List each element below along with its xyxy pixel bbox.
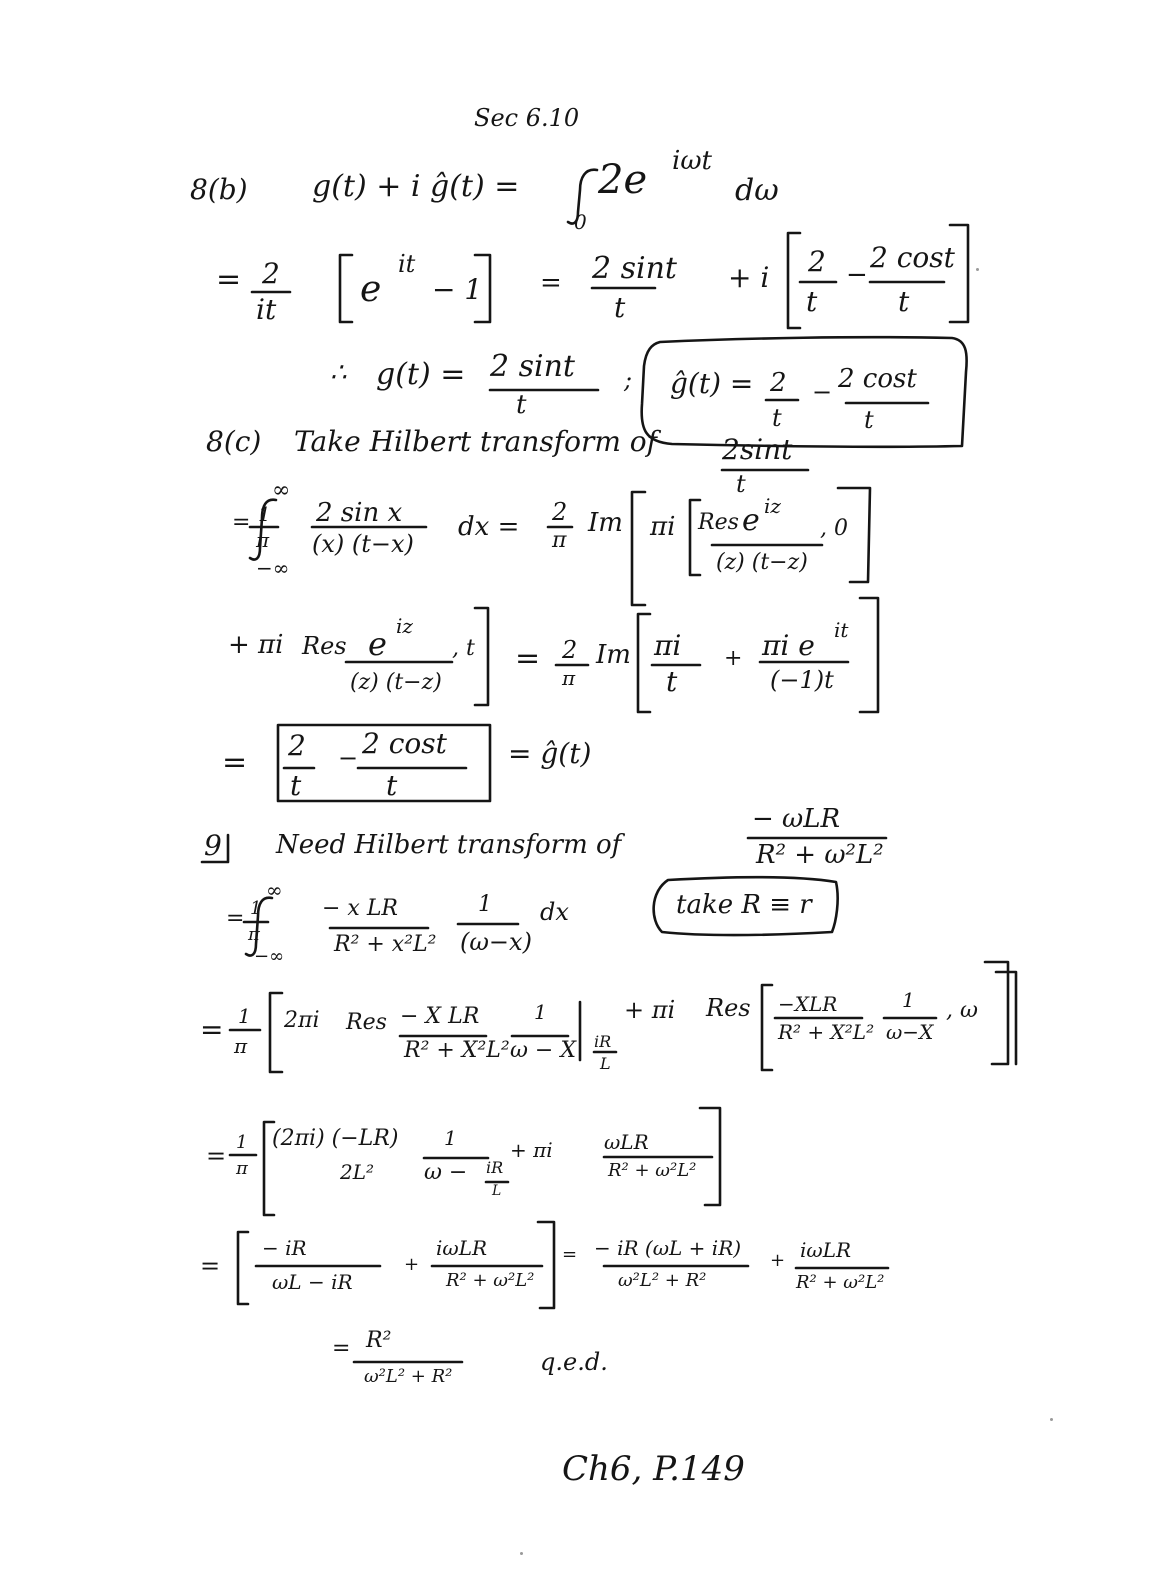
imaginary-part-label: Im (588, 508, 623, 538)
equals-sign: = (332, 1336, 351, 1361)
instruction-text: Need Hilbert transform of (276, 830, 622, 860)
fraction-denominator: t (666, 665, 678, 698)
bracket-right (996, 972, 1016, 1064)
fraction-numerator: 2 sint (592, 251, 677, 286)
bracket-left (762, 985, 772, 1070)
fraction-numerator: 2 (562, 636, 578, 664)
equals-sign: = (200, 1013, 224, 1046)
residue-denominator: (z) (t−z) (716, 550, 808, 575)
minus-sign: − (812, 378, 833, 406)
scan-speck (1050, 1418, 1053, 1421)
bracket-left (788, 233, 800, 328)
residue-label: Res (706, 994, 751, 1022)
fraction-denominator: it (256, 293, 277, 326)
scan-speck (976, 268, 979, 271)
fraction-numerator: 1 (444, 1126, 457, 1150)
bracket-left (340, 255, 352, 322)
fraction-denominator: R² + ω²L² (446, 1270, 535, 1291)
bracket-right (985, 962, 1008, 1064)
fraction-numerator: 2 sin x (316, 498, 403, 528)
numerator-exponent: it (834, 618, 849, 642)
fraction-denominator: t (898, 285, 910, 318)
fraction-numerator: 1 (478, 892, 492, 917)
fraction-denominator: ω − (424, 1160, 468, 1185)
fraction-numerator: − iR (ωL + iR) (594, 1236, 742, 1260)
integral-lower-limit: −∞ (256, 556, 290, 580)
bracket-left (632, 492, 645, 605)
separator: ; (624, 366, 633, 394)
evaluation-point-denominator: L (600, 1054, 611, 1073)
page-reference: Ch6, P.149 (562, 1449, 745, 1489)
fraction-numerator: 1 (238, 1004, 251, 1028)
fraction-denominator: π (552, 528, 567, 553)
nested-fraction-numerator: iR (486, 1158, 504, 1177)
integral-lower-limit: −∞ (254, 946, 285, 967)
equals-sign: = (515, 641, 541, 676)
plus-i: + i (728, 261, 770, 294)
residue-numerator-base: e (368, 625, 387, 663)
fraction-denominator: R² + ω²L² (756, 840, 884, 870)
residue-label: Res (302, 632, 347, 660)
integral-integrand: 2e (598, 157, 648, 203)
residue-label: Res (698, 510, 739, 535)
fraction-denominator: R² + ω²L² (796, 1272, 885, 1293)
bracket-left (270, 993, 282, 1072)
therefore-symbol: ∴ (330, 358, 347, 388)
qed-mark: q.e.d. (540, 1348, 608, 1376)
fraction-numerator: 1 (902, 988, 915, 1012)
pi-i-factor: πi (650, 512, 676, 542)
plus-pi-i: + πi (624, 996, 676, 1024)
fraction-numerator: iωLR (800, 1238, 852, 1262)
equals-sign: = (562, 1244, 578, 1265)
residue-numerator-exponent: iz (764, 494, 781, 518)
fraction-numerator: − X LR (400, 1004, 480, 1029)
fraction-numerator: 2 (808, 245, 826, 278)
equals-sign: = (216, 262, 242, 297)
fraction-denominator: π (562, 666, 576, 690)
residue-point: , ω (946, 998, 978, 1023)
fraction-denominator: t (864, 406, 874, 434)
equals-sign: = (232, 510, 251, 535)
integral-upper-limit: ∞ (272, 478, 291, 503)
bracket-left (638, 614, 650, 712)
equals-sign: = (226, 906, 245, 931)
plus-sign: + (770, 1250, 786, 1271)
integral-differential: dx (540, 898, 569, 926)
plus-pi-i: + πi (228, 630, 284, 660)
equals-sign: = (540, 268, 562, 298)
residue-denominator: (z) (t−z) (350, 670, 442, 695)
fraction-numerator: ωLR (604, 1130, 649, 1154)
residue-point: , 0 (820, 516, 848, 541)
evaluation-point-numerator: iR (594, 1032, 612, 1051)
fraction-denominator: (x) (t−x) (312, 530, 414, 558)
fraction-denominator: π (236, 1158, 248, 1179)
fraction-numerator: 2 (288, 729, 306, 762)
fraction-denominator: π (256, 528, 270, 552)
fraction-denominator: R² + X²L² (778, 1020, 875, 1044)
integral-differential: dω (735, 173, 779, 208)
term-denominator: 2L² (340, 1160, 375, 1184)
problem-label-8c: 8(c) (206, 425, 262, 458)
plus-sign: + (724, 646, 743, 671)
side-note: take R ≡ r (676, 890, 812, 920)
result-rhs: = ĝ(t) (508, 737, 592, 770)
bracket-tail: − 1 (432, 273, 483, 306)
fraction-denominator: t (386, 769, 398, 802)
fraction-numerator: 2 (770, 368, 787, 398)
fraction-numerator: − ωLR (752, 804, 841, 834)
equals-sign: = (200, 1252, 221, 1280)
integral-upper-limit: ∞ (266, 878, 283, 902)
fraction-denominator: ωL − iR (272, 1270, 353, 1294)
plus-pi-i: + πi (510, 1138, 553, 1162)
minus-sign: − (338, 744, 359, 772)
fraction-numerator: 2sint (722, 433, 793, 466)
fraction-denominator: t (736, 470, 746, 498)
fraction-denominator: π (234, 1034, 248, 1058)
fraction-numerator: − x LR (322, 896, 399, 921)
fraction-numerator: iωLR (436, 1236, 488, 1260)
fraction-denominator: R² + X²L² (404, 1038, 510, 1063)
fraction-denominator: ω − X (510, 1038, 577, 1063)
fraction-denominator: π (248, 924, 260, 945)
fraction-denominator: R² + x²L² (334, 932, 437, 957)
result-g-lhs: g(t) = (376, 357, 466, 392)
fraction-denominator: ω−X (886, 1020, 934, 1044)
scan-speck (520, 1552, 523, 1555)
section-heading: Sec 6.10 (474, 104, 580, 132)
imaginary-part-label: Im (596, 640, 631, 670)
fraction-numerator: − iR (262, 1236, 307, 1260)
equals-sign: = (206, 1142, 227, 1170)
fraction-numerator: 1 (250, 898, 262, 919)
instruction-text: Take Hilbert transform of (294, 425, 658, 458)
residue-point: , t (452, 636, 475, 661)
problem-label-8b: 8(b) (190, 173, 248, 206)
residue-numerator-exponent: iz (396, 614, 413, 638)
fraction-numerator: 2 cost (870, 241, 955, 274)
two-pi-i: 2πi (284, 1008, 320, 1033)
minus-sign: − (846, 260, 868, 290)
equals-sign: = (222, 745, 248, 780)
fraction-numerator: 2 (262, 257, 280, 290)
bracket-right (475, 608, 488, 705)
fraction-numerator: 2 (552, 498, 568, 526)
fraction-denominator: ω²L² + R² (364, 1366, 453, 1387)
fraction-denominator: ω²L² + R² (618, 1270, 707, 1291)
residue-label: Res (346, 1010, 387, 1035)
integral-differential: dx = (458, 512, 520, 542)
bracket-base: e (360, 269, 382, 310)
nested-fraction-denominator: L (492, 1183, 502, 1199)
fraction-denominator: t (290, 769, 302, 802)
problem-label-9: 9 (204, 829, 222, 862)
integral-lower-limit: 0 (574, 210, 587, 234)
equation-lhs: g(t) + i ĝ(t) = (312, 169, 520, 204)
bracket-left (238, 1232, 248, 1304)
integrand-exponent: iωt (672, 146, 712, 176)
bracket-right (700, 1108, 720, 1205)
plus-sign: + (404, 1254, 420, 1275)
fraction-numerator: 1 (534, 1000, 547, 1024)
fraction-numerator: R² (366, 1328, 392, 1353)
fraction-denominator: t (772, 404, 782, 432)
fraction-denominator: R² + ω²L² (608, 1160, 697, 1181)
fraction-numerator: 2 cost (838, 364, 917, 394)
fraction-numerator: 2 cost (362, 727, 447, 760)
fraction-numerator: 2 sint (490, 349, 575, 384)
fraction-denominator: t (806, 285, 818, 318)
fraction-numerator: πi e (762, 629, 815, 662)
fraction-numerator: 1 (236, 1132, 248, 1153)
term-numerator: (2πi) (−LR) (272, 1126, 399, 1151)
fraction-denominator: t (516, 390, 527, 420)
bracket-right (538, 1222, 554, 1308)
result-ghat-lhs: ĝ(t) = (670, 367, 754, 400)
residue-numerator-base: e (742, 503, 760, 538)
fraction-denominator: (−1)t (770, 666, 834, 694)
fraction-numerator: πi (654, 629, 682, 662)
bracket-exponent: it (398, 250, 416, 278)
bracket-right (860, 598, 878, 712)
fraction-denominator: t (614, 291, 626, 324)
fraction-numerator: −XLR (778, 992, 838, 1016)
fraction-numerator: 1 (258, 502, 271, 526)
fraction-denominator: (ω−x) (460, 928, 532, 956)
